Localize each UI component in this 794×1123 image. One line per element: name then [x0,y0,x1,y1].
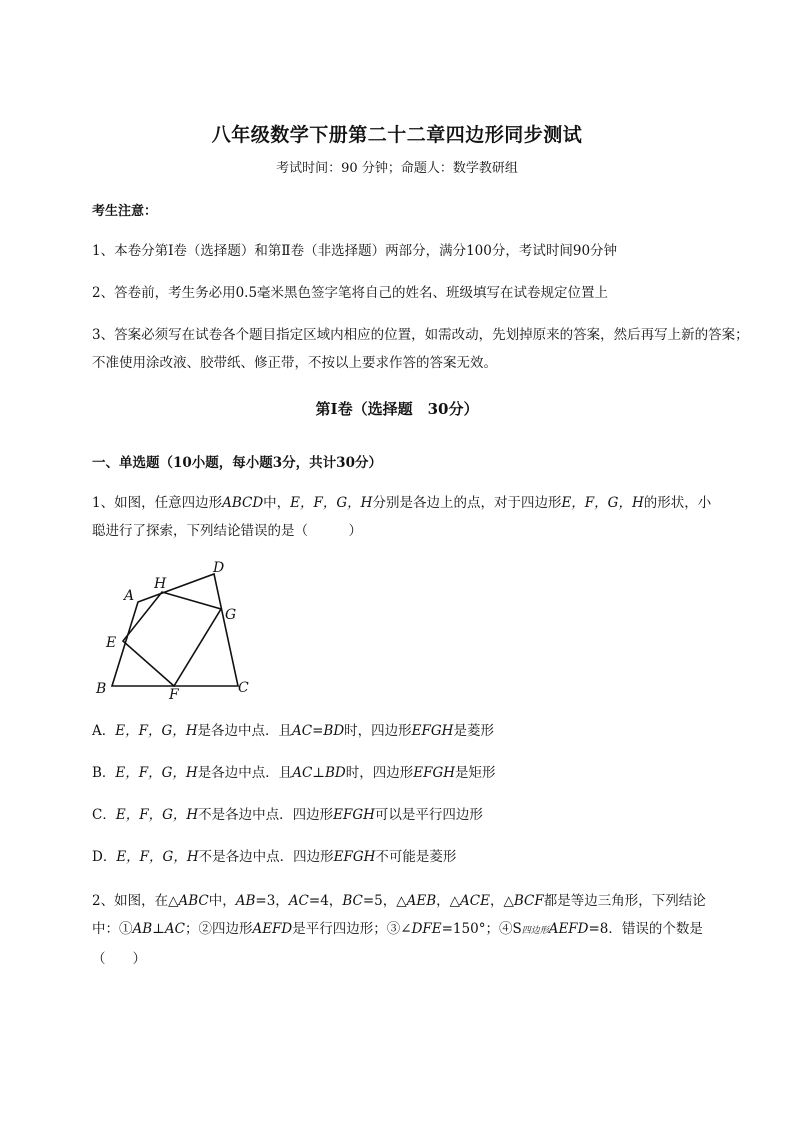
label-e: E [106,635,117,651]
q2-math: BCF [513,893,544,909]
q2-stem [92,887,732,973]
question-group-header: 一、单选题（10小题，每小题3分，共计30分） [92,455,382,471]
q2-math: AC [288,893,309,909]
q2-math: AEB [406,893,437,909]
notice-item-1: 1、本卷分第Ⅰ卷（选择题）和第Ⅱ卷（非选择题）两部分，满分100分，考试时间90分钟 [92,243,618,259]
q2-math: AEFD [548,921,589,937]
option-text: 是各边中点．且 [197,723,293,739]
notice-heading: 考生注意： [92,204,158,219]
q1-text: 的形状，小 [643,495,712,511]
label-a: A [124,588,135,604]
q2-math: AEFD [252,921,293,937]
option-math: E，F，G，H [116,849,199,865]
q1-stem [92,489,752,545]
q2-math: DFE [411,921,442,937]
option-text: 时，四边形 [344,723,412,739]
q1-stem-line1 [92,489,752,517]
q2-math: ABC [178,893,209,909]
q2-text: =5，△ [362,893,407,909]
option-text: 不可能是菱形 [375,849,457,865]
page-subtitle: 考试时间：90 分钟；命题人：数学教研组 [276,161,518,176]
q2-subscript: 四边形 [521,926,549,936]
q2-text: ，△ [436,893,461,909]
q2-text: ，△ [489,893,514,909]
q2-math: ACE [460,893,490,909]
q2-line1 [92,887,732,915]
option-prefix: B． [92,765,116,781]
label-b: B [96,681,107,697]
option-text: 可以是平行四边形 [374,807,483,823]
q2-line3: （ ） [92,951,146,967]
quad-efgh [123,592,221,686]
q1-math: E，F，G，H [561,495,644,511]
q2-math: AB [235,893,256,909]
q2-text: 中：① [92,921,133,937]
q1-stem-line2: 聪进行了探索，下列结论错误的是（ ） [92,523,362,539]
label-h: H [154,576,167,592]
option-prefix: A． [92,723,116,739]
option-math: AC⊥BD [292,765,346,781]
q1-option-c[interactable] [92,803,483,827]
q2-math: AB⊥AC [132,921,185,937]
option-prefix: D． [92,849,117,865]
q2-math: BC [342,893,363,909]
option-text: 是各边中点．且 [197,765,293,781]
label-c: C [238,680,249,696]
notice-item-2: 2、答卷前，考生务必用0.5毫米黑色签字笔将自己的姓名、班级填写在试卷规定位置上 [92,285,609,301]
label-f: F [169,687,179,703]
option-math: E，F，G，H [115,723,198,739]
q1-text: 分别是各边上的点，对于四边形 [372,495,562,511]
option-text: 是菱形 [453,723,494,739]
q2-text: =4， [308,893,343,909]
label-d: D [213,560,225,576]
option-math: E，F，G，H [115,807,199,823]
q1-option-a[interactable] [92,719,494,743]
option-math: EFGH [413,765,456,781]
q2-text: =3， [255,893,289,909]
quadrilateral-figure [90,555,260,705]
q1-text: 1、如图，任意四边形 [92,495,223,511]
option-text: 是矩形 [455,765,496,781]
q1-math: ABCD [222,495,264,511]
option-text: 时，四边形 [345,765,414,781]
q2-text: ；②四边形 [184,921,253,937]
q1-math: E，F，G，H [290,495,373,511]
q2-text: 都是等边三角形，下列结论 [543,893,706,909]
q2-text: =150°；④S [441,921,522,937]
option-math: EFGH [333,849,376,865]
q1-text: 中， [263,495,291,511]
q2-text: 中， [208,893,236,909]
option-math: E，F，G，H [115,765,198,781]
option-math: EFGH [333,807,375,823]
notice-item-3: 3、答案必须写在试卷各个题目指定区域内相应的位置，如需改动，先划掉原来的答案，然后再写上新的答案；不准使用涂改液、胶带纸、修正带，不按以上要求作答的答案无效。 [92,327,749,371]
option-text: 不是各边中点．四边形 [198,807,334,823]
q1-option-d[interactable] [92,845,456,869]
section-title: 第Ⅰ卷（选择题 30分） [315,400,479,418]
q2-text: =8．错误的个数是 [588,921,703,937]
q2-line2 [92,915,732,945]
page-title: 八年级数学下册第二十二章四边形同步测试 [211,124,583,146]
label-g: G [225,607,237,623]
option-prefix: C． [92,807,116,823]
option-math: AC=BD [292,723,345,739]
q2-text: 是平行四边形；③∠ [292,921,412,937]
q2-text: 2、如图，在△ [92,893,179,909]
option-text: 不是各边中点．四边形 [198,849,334,865]
option-math: EFGH [411,723,454,739]
q1-option-b[interactable] [92,761,496,785]
